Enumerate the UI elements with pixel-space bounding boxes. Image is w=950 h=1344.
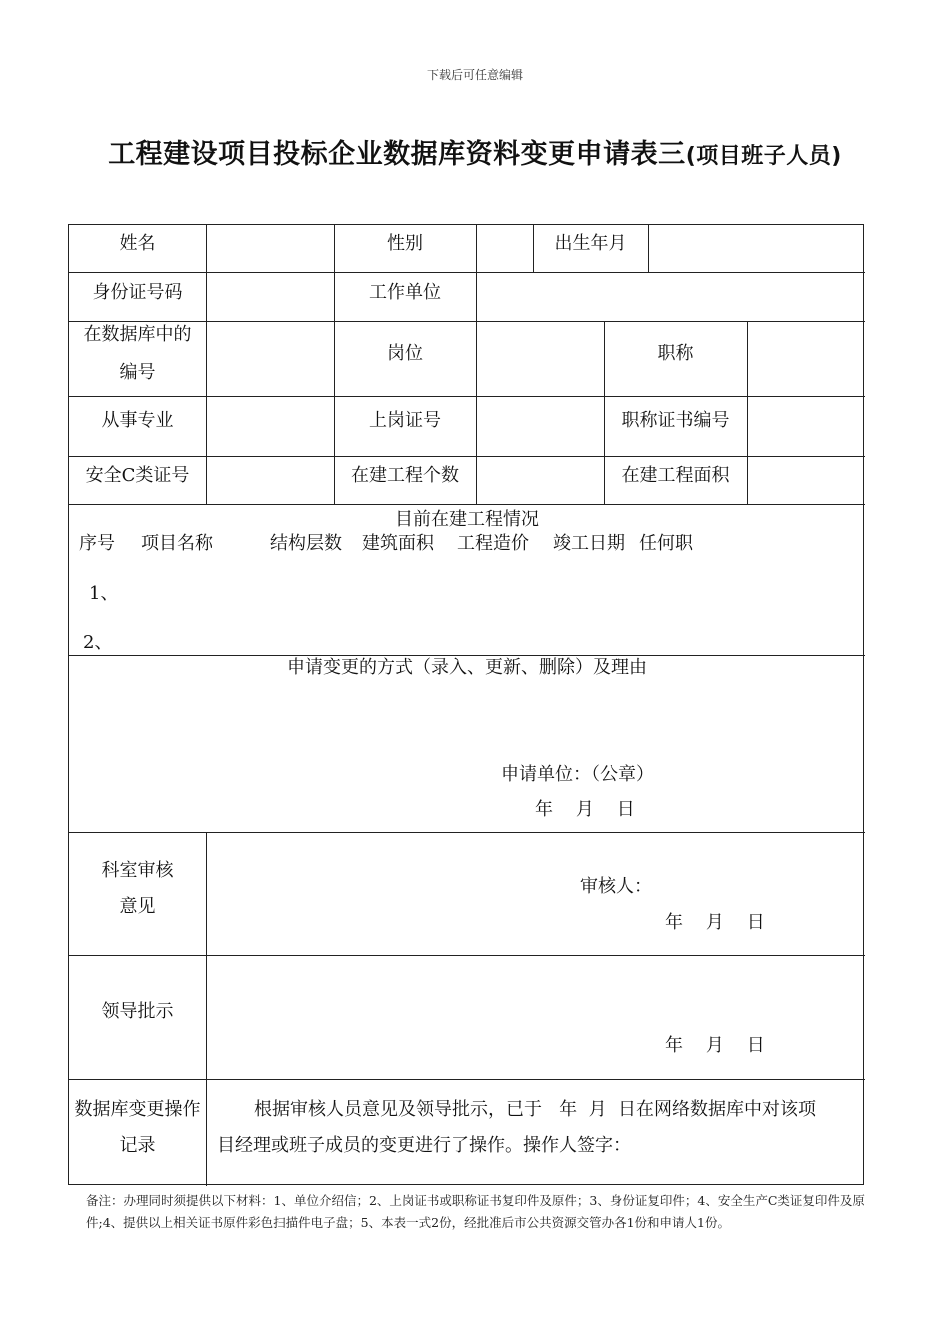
column-header: 任何职: [639, 533, 693, 554]
label-db-number-1: 在数据库中的: [83, 324, 192, 345]
reviewer-label: 审核人：: [580, 876, 652, 897]
page-title-main: 工程建设项目投标企业数据库资料变更申请表三: [108, 139, 686, 170]
row-divider: [69, 955, 865, 956]
label-gender: 性别: [387, 233, 423, 254]
project-row-number: 1、: [89, 583, 119, 604]
label-post: 岗位: [387, 343, 423, 364]
col-divider: [206, 225, 207, 504]
label-title-cert: 职称证书编号: [621, 410, 730, 431]
applicant-seal: 申请单位：（公章）: [501, 764, 654, 785]
label-post-cert: 上岗证号: [369, 410, 441, 431]
operation-label-2: 记录: [119, 1135, 156, 1156]
operation-label-1: 数据库变更操作: [74, 1099, 201, 1120]
label-db-number-2: 编号: [119, 362, 156, 383]
label-project-count: 在建工程个数: [351, 465, 459, 486]
footnote: 备注：办理同时须提供以下材料：1、单位介绍信；2、上岗证书或职称证书复印件及原件；3、身份证复印件；4、安全生产C类证复印件及原件;4、提供以上相关证书原件彩色扫描件电子盘；5、本表一式2份，经批准后市公共资源交管办各1份和申请人1份。: [86, 1193, 865, 1230]
label-safety-cert: 安全C类证号: [85, 465, 190, 486]
label-name: 姓名: [119, 233, 156, 254]
leader-date: 年 月 日: [665, 1035, 765, 1056]
operation-text-2: 目经理或班子成员的变更进行了操作。操作人签字：: [217, 1135, 631, 1156]
col-divider: [206, 832, 207, 1186]
col-divider: [476, 225, 477, 504]
label-employer: 工作单位: [369, 282, 441, 303]
application-form: [68, 224, 864, 1185]
row-divider: [69, 655, 865, 656]
column-header: 工程造价: [457, 533, 529, 554]
projects-heading: 目前在建工程情况: [395, 509, 539, 530]
review-date: 年 月 日: [665, 912, 765, 933]
row-divider: [69, 456, 865, 457]
page-title: [0, 132, 950, 171]
change-heading: 申请变更的方式（录入、更新、删除）及理由: [287, 657, 647, 678]
review-label-1: 科室审核: [101, 860, 174, 881]
col-divider: [334, 225, 335, 504]
col-divider: [648, 225, 649, 272]
label-title-rank: 职称: [657, 343, 694, 364]
row-divider: [69, 1079, 865, 1080]
label-specialty: 从事专业: [101, 410, 174, 431]
column-header: 项目名称: [141, 533, 213, 554]
row-divider: [69, 504, 865, 505]
review-label-2: 意见: [119, 896, 156, 917]
label-project-area: 在建工程面积: [621, 465, 730, 486]
label-birth: 出生年月: [554, 233, 627, 254]
leader-label: 领导批示: [101, 1001, 174, 1022]
change-date: 年 月 日: [535, 799, 635, 820]
column-header: 建筑面积: [362, 533, 434, 554]
row-divider: [69, 321, 865, 322]
page-title-sub: (项目班子人员): [685, 144, 842, 169]
project-row-number: 2、: [83, 632, 113, 653]
row-divider: [69, 832, 865, 833]
col-divider: [747, 321, 748, 504]
operation-text-1: 根据审核人员意见及领导批示，已于 年 月 日在网络数据库中对该项: [254, 1099, 817, 1120]
column-header: 竣工日期: [553, 533, 625, 554]
row-divider: [69, 396, 865, 397]
row-divider: [69, 272, 865, 273]
column-header: 结构层数: [270, 533, 342, 554]
header-note: 下载后可任意编辑: [426, 68, 523, 82]
column-header: 序号: [79, 533, 115, 554]
label-id-number: 身份证号码: [92, 282, 183, 303]
